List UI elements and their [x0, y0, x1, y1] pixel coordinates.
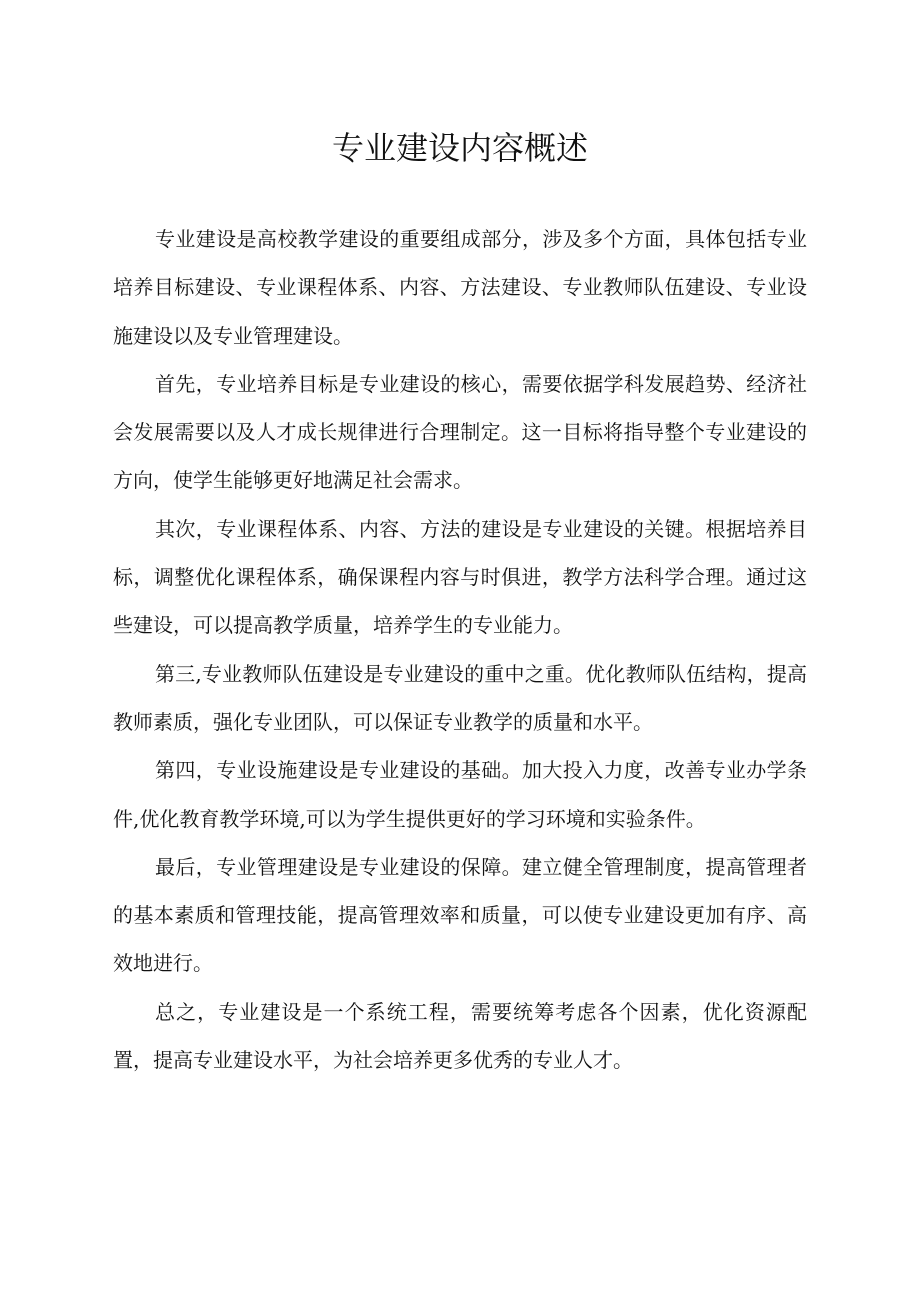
paragraph-third: 第三,专业教师队伍建设是专业建设的重中之重。优化教师队伍结构，提高教师素质，强化专业团队，可以保证专业教学的质量和水平。	[113, 661, 807, 734]
document-body	[113, 215, 807, 1084]
paragraph-intro: 专业建设是高校教学建设的重要组成部分，涉及多个方面，具体包括专业培养目标建设、专业课程体系、内容、方法建设、专业教师队伍建设、专业设施建设以及专业管理建设。	[113, 227, 807, 348]
paragraph-conclusion: 总之，专业建设是一个系统工程，需要统筹考虑各个因素，优化资源配置，提高专业建设水平，为社会培养更多优秀的专业人才。	[113, 999, 807, 1073]
document-title: 专业建设内容概述	[331, 129, 588, 167]
paragraph-second: 其次，专业课程体系、内容、方法的建设是专业建设的关键。根据培养目标，调整优化课程体系，确保课程内容与时俱进，教学方法科学合理。通过这些建设，可以提高教学质量，培养学生的专业能力。	[113, 516, 807, 638]
paragraph-first: 首先，专业培养目标是专业建设的核心，需要依据学科发展趋势、经济社会发展需要以及人才成长规律进行合理制定。这一目标将指导整个专业建设的方向，使学生能够更好地满足社会需求。	[113, 371, 807, 493]
paragraph-fourth: 第四，专业设施建设是专业建设的基础。加大投入力度，改善专业办学条件,优化教育教学环境,可以为学生提供更好的学习环境和实验条件。	[113, 758, 807, 831]
paragraph-last: 最后，专业管理建设是专业建设的保障。建立健全管理制度，提高管理者的基本素质和管理技能，提高管理效率和质量，可以使专业建设更加有序、高效地进行。	[113, 854, 807, 976]
